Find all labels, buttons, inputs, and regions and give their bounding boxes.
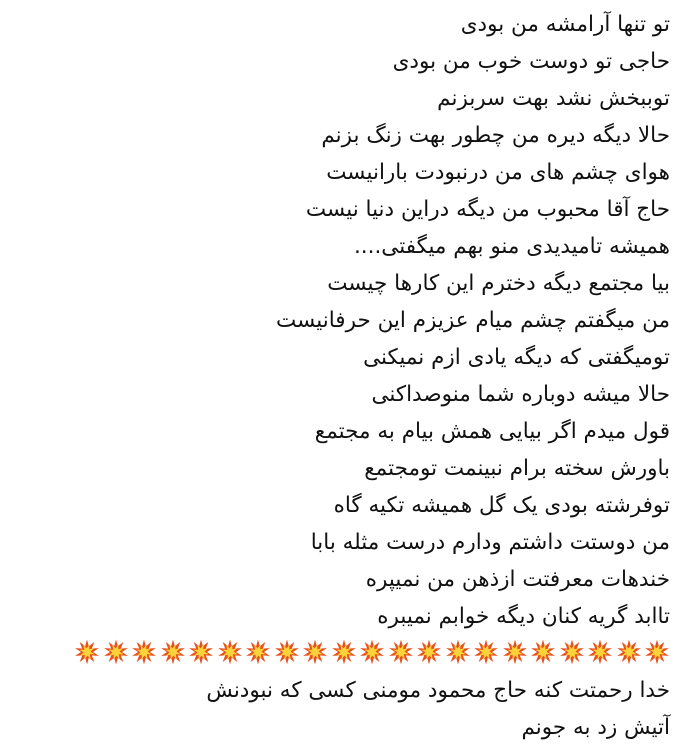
poem-line: هوای چشم های من درنبودت بارانیست xyxy=(326,160,670,185)
poem-line: همیشه تامیدیدی منو بهم میگفتی.... xyxy=(353,234,670,259)
collision-burst-icon xyxy=(188,639,214,665)
collision-burst-icon xyxy=(331,639,357,665)
collision-burst-icon xyxy=(359,639,385,665)
collision-burst-icon xyxy=(131,639,157,665)
collision-burst-icon xyxy=(473,639,499,665)
collision-burst-icon xyxy=(587,639,613,665)
poem-line: خندهات معرفتت ازذهن من نمیپره xyxy=(365,567,670,592)
poem-line: من میگفتم چشم میام عزیزم این حرفانیست xyxy=(275,308,670,333)
closing-line: خدا رحمتت کنه حاج محمود مومنی کسی که نبودنش xyxy=(206,678,670,703)
poem-line: حالا میشه دوباره شما منوصداکنی xyxy=(371,382,670,407)
collision-burst-icon xyxy=(274,639,300,665)
collision-burst-icon xyxy=(445,639,471,665)
poem-line: توفرشته بودی یک گل همیشه تکیه گاه xyxy=(333,493,670,518)
collision-burst-icon xyxy=(217,639,243,665)
collision-burst-icon xyxy=(74,639,100,665)
poem-line: قول میدم اگر بیایی همش بیام به مجتمع xyxy=(314,419,670,444)
collision-burst-icon xyxy=(502,639,528,665)
poem-text xyxy=(20,6,670,746)
poem-line: بیا مجتمع دیگه دخترم این کارها چیست xyxy=(327,271,670,296)
poem-line: باورش سخته برام نبینمت تومجتمع xyxy=(364,456,670,481)
poem-line: من دوستت داشتم ودارم درست مثله بابا xyxy=(310,530,670,555)
collision-burst-icon xyxy=(559,639,585,665)
poem-line: تاابد گریه کنان دیگه خوابم نمیبره xyxy=(377,604,670,629)
collision-burst-icon xyxy=(616,639,642,665)
poem-line: حاج آقا محبوب من دیگه دراین دنیا نیست xyxy=(305,197,670,222)
poem-line: حاجی تو دوست خوب من بودی xyxy=(392,49,670,74)
collision-burst-icon xyxy=(388,639,414,665)
collision-burst-icon xyxy=(103,639,129,665)
emoji-divider-row xyxy=(20,635,670,672)
closing-line: آتیش زد به جونم xyxy=(521,715,670,740)
collision-burst-icon xyxy=(160,639,186,665)
poem-line: تو تنها آرامشه من بودی xyxy=(460,12,670,37)
poem-line: توببخش نشد بهت سربزنم xyxy=(437,86,670,111)
collision-burst-icon xyxy=(302,639,328,665)
collision-burst-icon xyxy=(245,639,271,665)
poem-line: حالا دیگه دیره من چطور بهت زنگ بزنم xyxy=(321,123,670,148)
collision-burst-icon xyxy=(530,639,556,665)
collision-burst-icon xyxy=(416,639,442,665)
poem-line: تومیگفتی که دیگه یادی ازم نمیکنی xyxy=(363,345,670,370)
collision-burst-icon xyxy=(644,639,670,665)
